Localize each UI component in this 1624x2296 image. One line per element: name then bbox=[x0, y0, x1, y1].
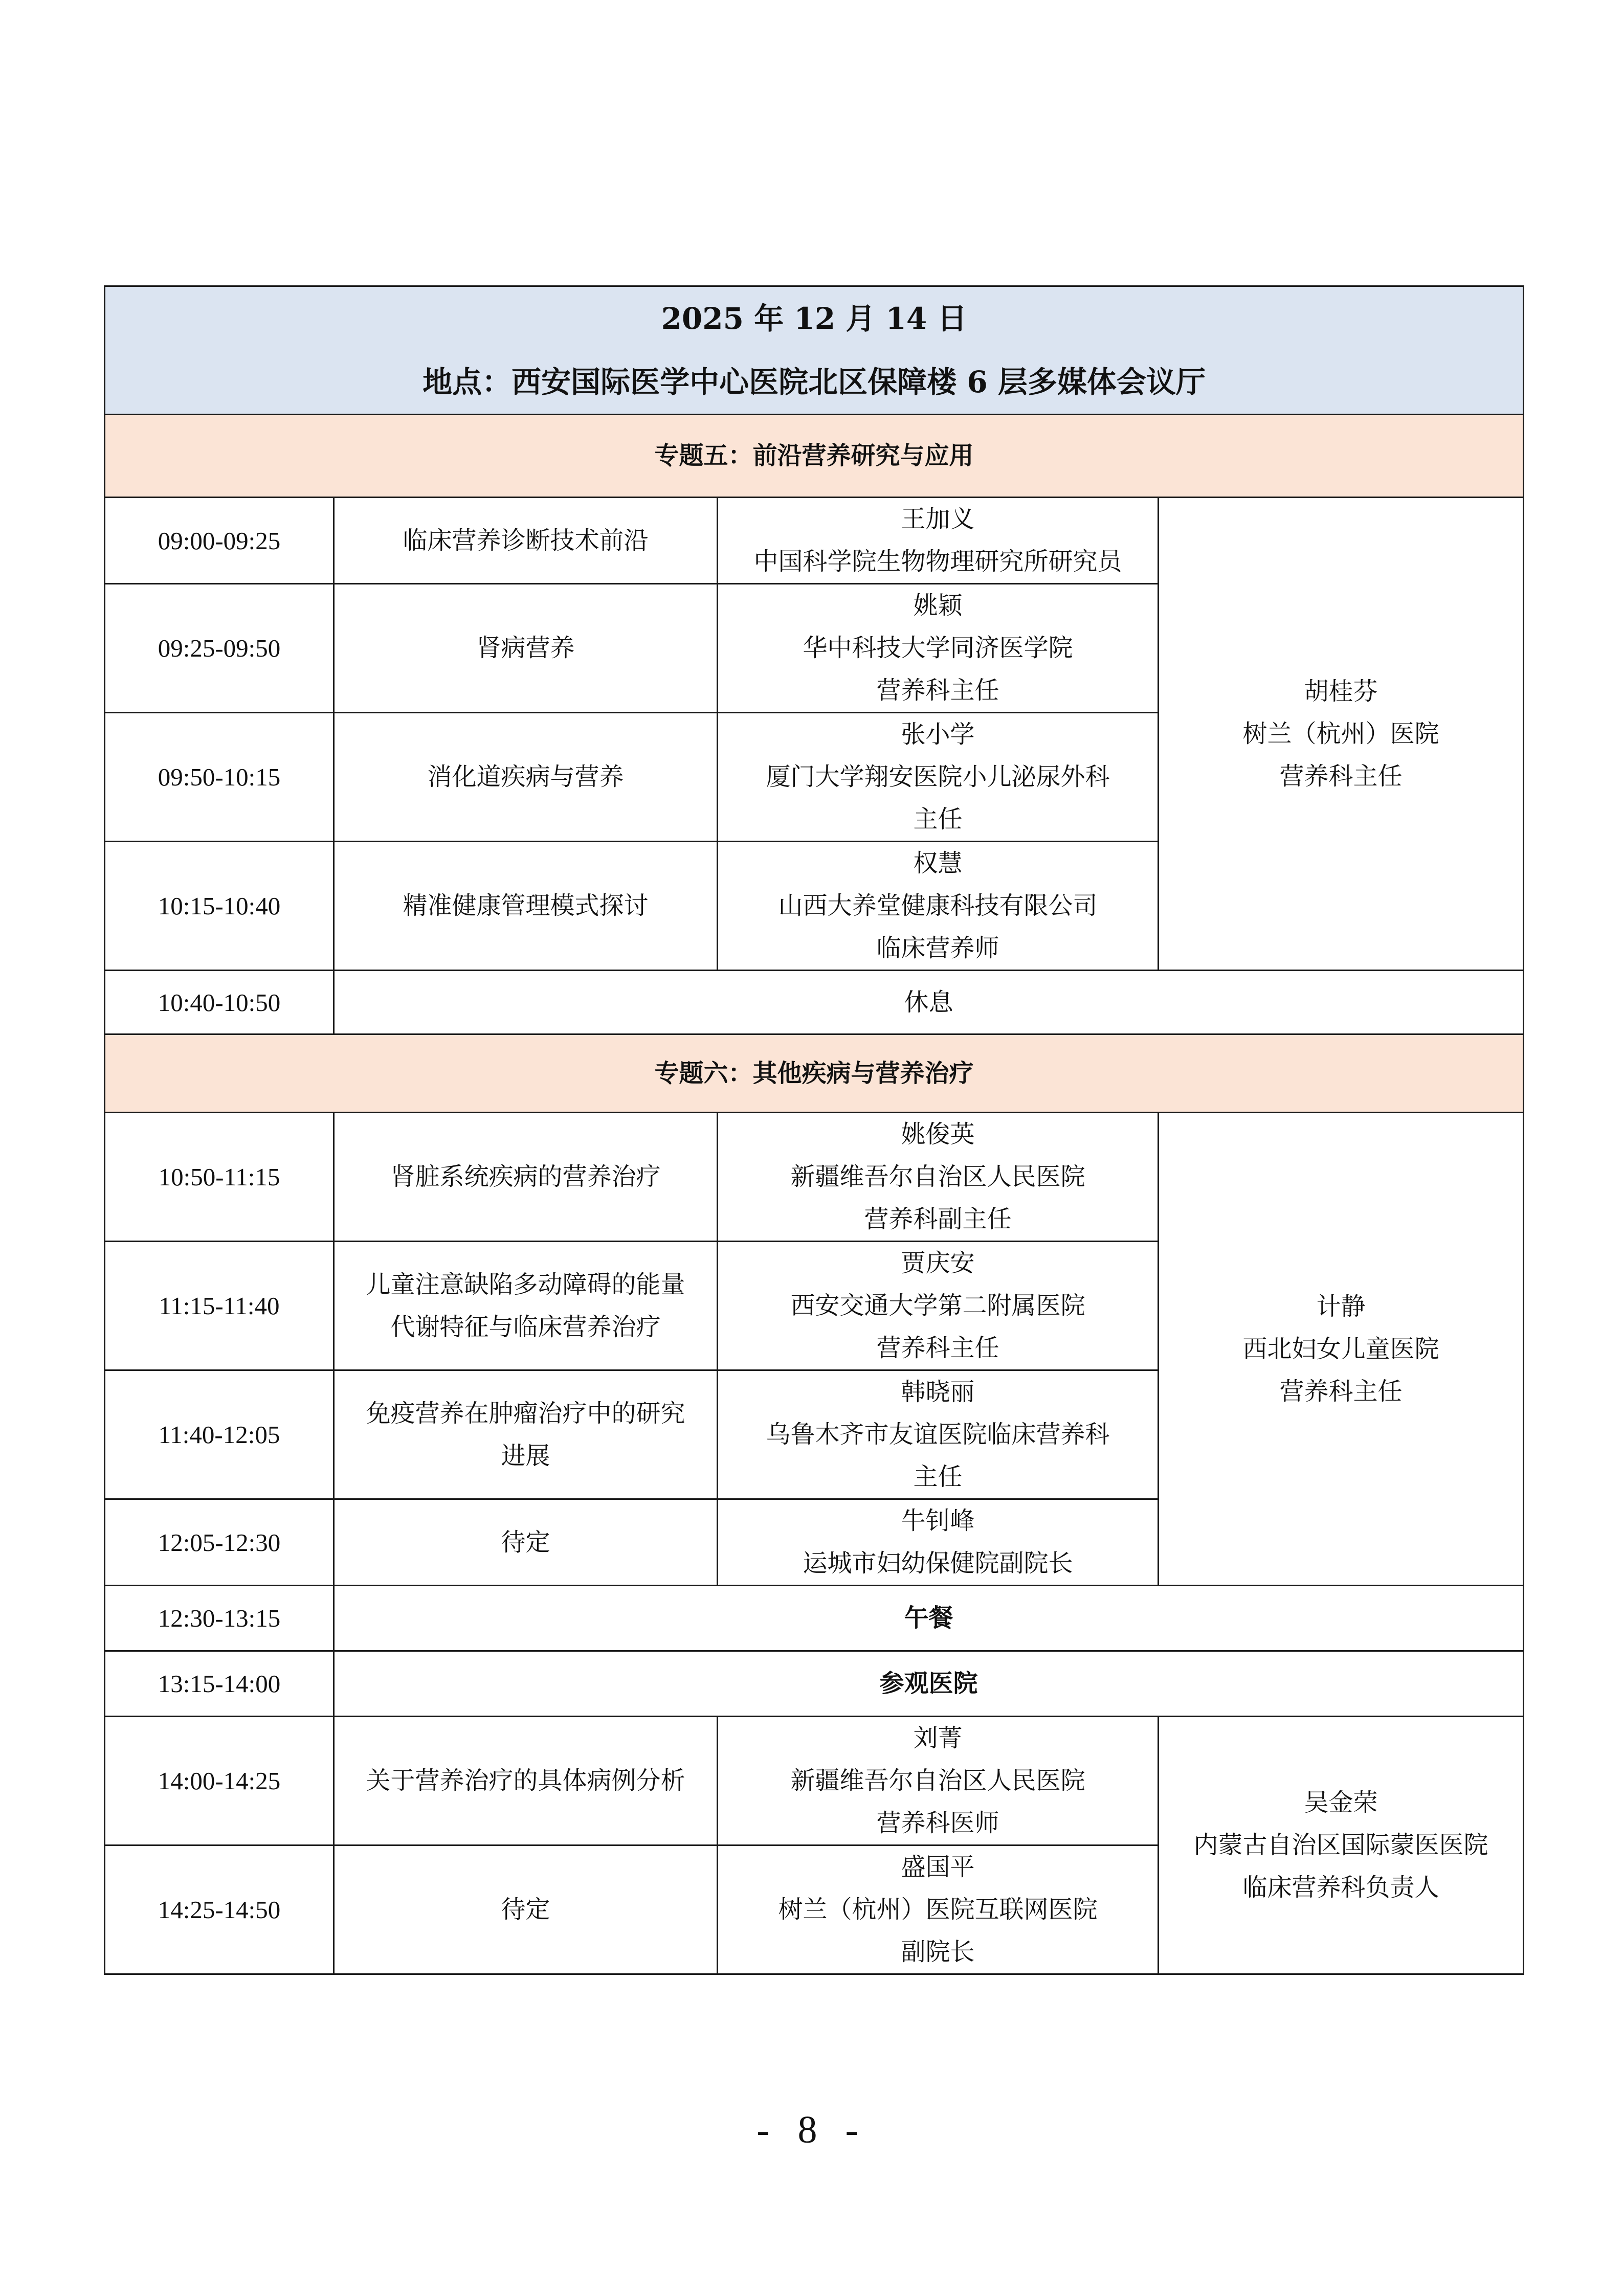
speaker-cell: 韩晓丽 乌鲁木齐市友谊医院临床营养科 主任 bbox=[718, 1370, 1159, 1499]
visit-row bbox=[105, 1651, 1524, 1717]
time-cell: 12:05-12:30 bbox=[105, 1499, 334, 1586]
session-title: 专题五：前沿营养研究与应用 bbox=[105, 415, 1524, 498]
topic-cell: 消化道疾病与营养 bbox=[334, 713, 718, 842]
time-cell: 09:25-09:50 bbox=[105, 584, 334, 713]
moderator-cell: 吴金荣 内蒙古自治区国际蒙医医院 临床营养科负责人 bbox=[1159, 1717, 1524, 1974]
time-cell: 09:50-10:15 bbox=[105, 713, 334, 842]
speaker-cell: 王加义 中国科学院生物物理研究所研究员 bbox=[718, 498, 1159, 584]
topic-cell: 关于营养治疗的具体病例分析 bbox=[334, 1717, 718, 1845]
break-row bbox=[105, 971, 1524, 1034]
topic-cell: 儿童注意缺陷多动障碍的能量 代谢特征与临床营养治疗 bbox=[334, 1242, 718, 1370]
location-line: 地点：西安国际医学中心医院北区保障楼 6 层多媒体会议厅 bbox=[422, 365, 1206, 399]
moderator-cell: 胡桂芬 树兰（杭州）医院 营养科主任 bbox=[1159, 498, 1524, 971]
lunch-label: 午餐 bbox=[334, 1586, 1524, 1651]
topic-cell: 临床营养诊断技术前沿 bbox=[334, 498, 718, 584]
topic-cell: 肾脏系统疾病的营养治疗 bbox=[334, 1113, 718, 1242]
time-cell: 10:40-10:50 bbox=[105, 971, 334, 1034]
header-row bbox=[105, 286, 1524, 415]
speaker-cell: 刘菁 新疆维吾尔自治区人民医院 营养科医师 bbox=[718, 1717, 1159, 1845]
time-cell: 14:25-14:50 bbox=[105, 1845, 334, 1974]
speaker-cell: 贾庆安 西安交通大学第二附属医院 营养科主任 bbox=[718, 1242, 1159, 1370]
table-row bbox=[105, 498, 1524, 584]
session-title-row bbox=[105, 1034, 1524, 1113]
table-row bbox=[105, 1113, 1524, 1242]
topic-cell: 肾病营养 bbox=[334, 584, 718, 713]
break-label: 休息 bbox=[334, 971, 1524, 1034]
topic-cell: 精准健康管理模式探讨 bbox=[334, 842, 718, 971]
session-title-row bbox=[105, 415, 1524, 498]
speaker-cell: 姚颖 华中科技大学同济医学院 营养科主任 bbox=[718, 584, 1159, 713]
date-line: 2025 年 12 月 14 日 bbox=[661, 301, 967, 336]
schedule-table bbox=[104, 285, 1524, 1975]
speaker-cell: 姚俊英 新疆维吾尔自治区人民医院 营养科副主任 bbox=[718, 1113, 1159, 1242]
topic-cell: 待定 bbox=[334, 1499, 718, 1586]
time-cell: 11:15-11:40 bbox=[105, 1242, 334, 1370]
lunch-row bbox=[105, 1586, 1524, 1651]
time-cell: 14:00-14:25 bbox=[105, 1717, 334, 1845]
table-row bbox=[105, 1717, 1524, 1845]
speaker-cell: 权慧 山西大养堂健康科技有限公司 临床营养师 bbox=[718, 842, 1159, 971]
visit-label: 参观医院 bbox=[334, 1651, 1524, 1717]
moderator-cell: 计静 西北妇女儿童医院 营养科主任 bbox=[1159, 1113, 1524, 1586]
time-cell: 09:00-09:25 bbox=[105, 498, 334, 584]
speaker-cell: 张小学 厦门大学翔安医院小儿泌尿外科 主任 bbox=[718, 713, 1159, 842]
time-cell: 13:15-14:00 bbox=[105, 1651, 334, 1717]
speaker-cell: 牛钊峰 运城市妇幼保健院副院长 bbox=[718, 1499, 1159, 1586]
schedule-header bbox=[105, 286, 1524, 415]
topic-cell: 待定 bbox=[334, 1845, 718, 1974]
time-cell: 12:30-13:15 bbox=[105, 1586, 334, 1651]
time-cell: 10:15-10:40 bbox=[105, 842, 334, 971]
speaker-cell: 盛国平 树兰（杭州）医院互联网医院 副院长 bbox=[718, 1845, 1159, 1974]
session-title: 专题六：其他疾病与营养治疗 bbox=[105, 1034, 1524, 1113]
topic-cell: 免疫营养在肿瘤治疗中的研究 进展 bbox=[334, 1370, 718, 1499]
time-cell: 10:50-11:15 bbox=[105, 1113, 334, 1242]
page-number: - 8 - bbox=[757, 2108, 867, 2151]
time-cell: 11:40-12:05 bbox=[105, 1370, 334, 1499]
